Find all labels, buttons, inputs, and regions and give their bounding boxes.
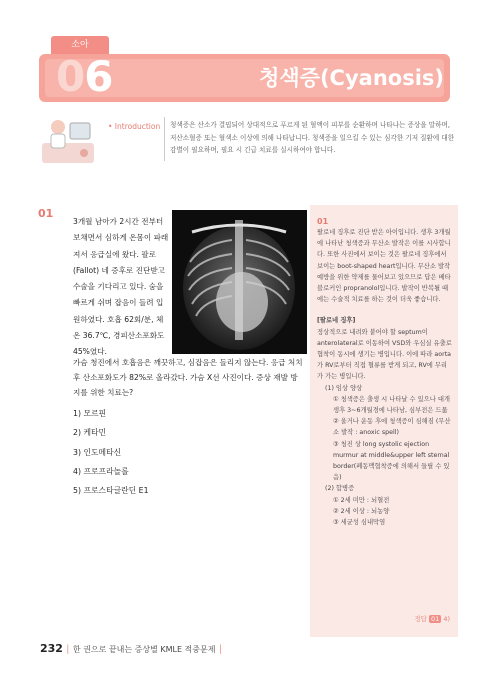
intro-label: • Introduction <box>108 122 161 131</box>
clinical-item: ② 울거나 운동 후에 청색증이 심해짐 (무산소 발작 : anoxic spell) <box>333 418 451 437</box>
chest-xray-image <box>172 210 307 354</box>
chapter-number: 06 <box>56 52 113 101</box>
choice-2[interactable]: 2) 케타민 <box>73 428 107 438</box>
answer-choices <box>73 404 149 500</box>
intro-divider <box>164 117 165 161</box>
clinical-item: ③ 청진 상 long systolic ejection murmur at middle&upper left sternal border(폐동맥협착증에 의해서 들릴 수 있음) <box>333 440 450 482</box>
explanation-panel <box>310 205 458 637</box>
answer-key <box>414 614 450 623</box>
question-number: 01 <box>38 207 54 220</box>
explanation-para: 정상적으로 내려와 붙어야 할 septum이 anterolateral로 이동하여 VSD와 우심실 유출로 협착이 동시에 생기는 병입니다. 이에 따라 aorta가 RV로부터 직접 혈류를 받게 되고, RV에 무리가 가는 병입니다. <box>317 328 452 381</box>
complication-title: (2) 합병증 <box>325 485 355 493</box>
clinical-title: (1) 임상 양상 <box>325 384 363 392</box>
category-tab: 소아 <box>51 36 109 54</box>
footer-text: 한 권으로 끝내는 증상별 KMLE 적중문제 <box>72 645 216 654</box>
complication-item: ③ 세균성 심내막염 <box>333 519 386 527</box>
chapter-title: 청색증(Cyanosis) <box>259 66 444 90</box>
question-stem-continued: 가슴 청진에서 호흡음은 깨끗하고, 심잡음은 들리지 않는다. 응급 처치 후 산소포화도가 82%로 올라갔다. 가슴 X선 사진이다. 증상 재발 방지를 위한 치료는? <box>73 358 303 397</box>
choice-4[interactable]: 4) 프로프라놀롤 <box>73 466 129 476</box>
answer-badge: 01 <box>430 615 440 623</box>
intro-text: 청색증은 산소가 결핍되어 상대적으로 푸르게 된 혈액이 피부를 순환하며 나타나는 증상을 말하며, 저산소혈증 또는 혈색소 이상에 의해 나타납니다. 청색증을 일으킬 수 있는 심각한 기저 질환에 대한 감별이 필요하며, 필요 시 긴급 치료를 실시하여야 합니다. <box>170 121 455 154</box>
answer-label: 정답 <box>414 615 427 623</box>
choice-1[interactable]: 1) 모르핀 <box>73 409 107 418</box>
clinical-item: ① 청색증은 출생 시 나타날 수 있으나 대개 생후 3~6개월경에 나타남, 심부전은 드묾 <box>333 395 450 415</box>
answer-value: 4) <box>443 615 450 623</box>
page-number: 232 <box>40 642 63 655</box>
doctor-illustration <box>40 113 96 165</box>
choice-3[interactable]: 3) 인도메타신 <box>73 447 122 457</box>
complication-item: ① 2세 미만 : 뇌혈전 <box>333 496 390 504</box>
choice-5[interactable]: 5) 프로스타글란딘 E1 <box>73 486 149 496</box>
question-stem: 3개월 남아가 2시간 전부터 보채면서 심하게 온몸이 파래져서 응급실에 왔다. 팔로(Fallot) 네 증후로 진단받고 수술을 기다리고 있다. 숨을 빠르게 쉬며 잡음이 들려 입원하였다. 호흡 62회/분, 체온 36.7℃, 경피산소포화도 45%였다. <box>73 217 169 357</box>
section-title: [팔로네 징후] <box>317 317 356 325</box>
explanation-para: 팔로네 징후로 진단 받은 아이입니다. 생후 3개월에 나타난 청색증과 무산소 발작은 이를 시사합니다. 또한 사진에서 보이는 것은 팔로네 징후에서 보이는 boot-shaped heart입니다. 무산소 발작 예방을 위한 약제를 물어보고 있으므로 답은 베타 블로커인 propranolol입니다. 발작이 반복될 때에는 수술적 치료를 하는 것이 더욱 좋습니다. <box>317 229 451 304</box>
explanation-number: 01 <box>317 217 329 226</box>
complication-item: ② 2세 이상 : 뇌농양 <box>333 507 390 515</box>
page-footer: 232 │ 한 권으로 끝내는 증상별 KMLE 적중문제 │ <box>40 642 223 655</box>
explanation-body <box>317 227 453 528</box>
